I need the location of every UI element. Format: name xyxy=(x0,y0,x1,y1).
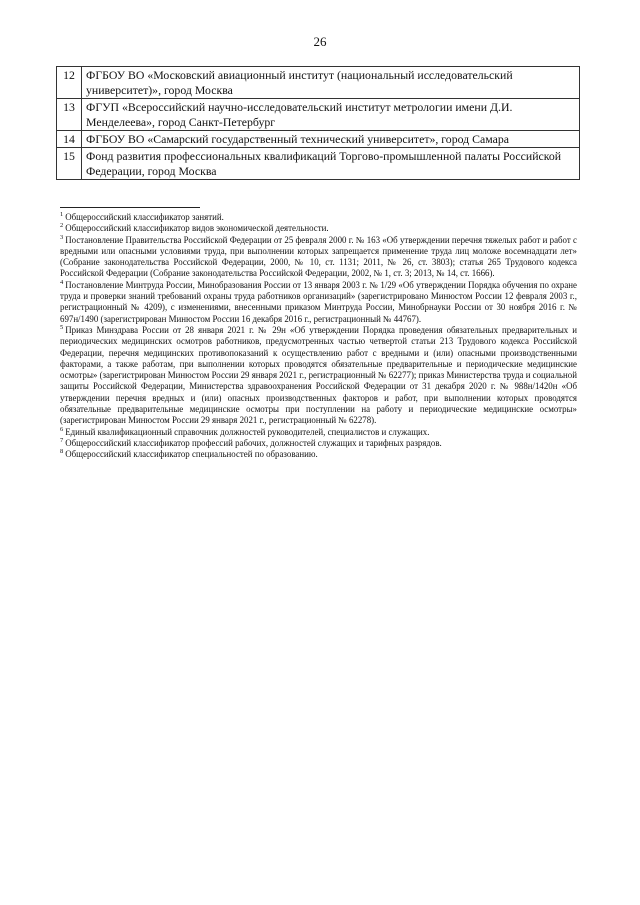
footnote xyxy=(60,325,577,427)
organization-name: Фонд развития профессиональных квалификаций Торгово-промышленной палаты Российской Федерации, город Москва xyxy=(82,148,580,180)
row-number: 12 xyxy=(57,67,82,99)
footnote xyxy=(60,223,577,234)
footnote xyxy=(60,427,577,438)
table-row xyxy=(57,67,580,99)
organizations-table xyxy=(56,66,580,180)
footnote xyxy=(60,438,577,449)
table-row xyxy=(57,99,580,131)
footnote-text: Общероссийский классификатор профессий рабочих, должностей служащих и тарифных разрядов. xyxy=(65,437,442,448)
footnote xyxy=(60,280,577,325)
footnote-text: Постановление Правительства Российской Федерации от 25 февраля 2000 г. № 163 «Об утверждении перечня тяжелых работ и работ с вредными или опасными условиями труда, при выполнении которых запрещается применение труда лиц моложе восемнадцати лет» (Собрание законодательства Российской Федерации, 2000, № 10, ст. 1131; 2011, № 26, ст. 3803); статья 265 Трудового кодекса Российской Федерации (Собрание законодательства Российской Федерации, 2002, № 1, ст. 3; 2013, № 14, ст. 1666). xyxy=(60,234,577,279)
footnote-mark: 7 xyxy=(60,436,64,444)
table-row xyxy=(57,131,580,148)
footnote xyxy=(60,449,577,460)
row-number: 13 xyxy=(57,99,82,131)
footnote-text: Приказ Минздрава России от 28 января 2021 г. № 29н «Об утверждении Порядка проведения обязательных предварительных и периодических медицинских осмотров работников, предусмотренных частью четвертой статьи 213 Трудового кодекса Российской Федерации, перечня медицинских противопоказаний к осуществлению работ с вредными и (или) опасными производственными факторами, а также работам, при выполнении которых проводятся обязательные предварительные и периодические медицинские осмотры» (зарегистрирован Минюстом России 29 января 2021 г., регистрационный № 62277); приказ Министерства труда и социальной защиты Российской Федерации, Министерства здравоохранения Российской Федерации от 31 декабря 2020 г. № 988н/1420н «Об утверждении перечня вредных и (или) опасных производственных факторов и работ, при выполнении которых проводятся обязательные предварительные медицинские осмотры при поступлении на работу и периодические медицинские осмотры» (зарегистрирован Минюстом России 29 января 2021 г., регистрационный № 62278). xyxy=(60,324,577,426)
footnote-mark: 3 xyxy=(60,233,64,241)
footnote-text: Общероссийский классификатор специальностей по образованию. xyxy=(65,449,318,460)
footnotes-section xyxy=(60,212,577,461)
footnote-mark: 6 xyxy=(60,425,64,433)
footnote xyxy=(60,212,577,223)
row-number: 14 xyxy=(57,131,82,148)
footnote-text: Общероссийский классификатор видов экономической деятельности. xyxy=(65,223,329,234)
footnote-mark: 1 xyxy=(60,211,64,219)
organization-name: ФГУП «Всероссийский научно-исследовательский институт метрологии имени Д.И. Менделеева», город Санкт-Петербург xyxy=(82,99,580,131)
footnote-mark: 5 xyxy=(60,324,64,331)
footnote-mark: 2 xyxy=(60,222,64,230)
organization-name: ФГБОУ ВО «Самарский государственный технический университет», город Самара xyxy=(82,131,580,148)
footnote-text: Постановление Минтруда России, Минобразования России от 13 января 2003 г. № 1/29 «Об утверждении Порядка обучения по охране труда и проверки знаний требований охраны труда работников организаций» (зарегистрировано Минюстом России 12 февраля 2003 г., регистрационный № 4209), с изменениями, внесенными приказом Минтруда России, Минобрнауки России от 30 ноября 2016 г. № 697н/1490 (зарегистрирован Минюстом России 16 декабря 2016 г., регистрационный № 44767). xyxy=(60,279,577,324)
footnote-divider xyxy=(60,207,200,208)
organization-name: ФГБОУ ВО «Московский авиационный институт (национальный исследовательский университет)», город Москва xyxy=(82,67,580,99)
row-number: 15 xyxy=(57,148,82,180)
footnote xyxy=(60,235,577,280)
page-number: 26 xyxy=(313,34,327,49)
footnote-mark: 8 xyxy=(60,448,64,456)
footnote-mark: 4 xyxy=(60,278,64,286)
table-row xyxy=(57,148,580,180)
footnote-text: Единый квалификационный справочник должностей руководителей, специалистов и служащих. xyxy=(65,426,430,437)
footnote-text: Общероссийский классификатор занятий. xyxy=(65,212,224,222)
